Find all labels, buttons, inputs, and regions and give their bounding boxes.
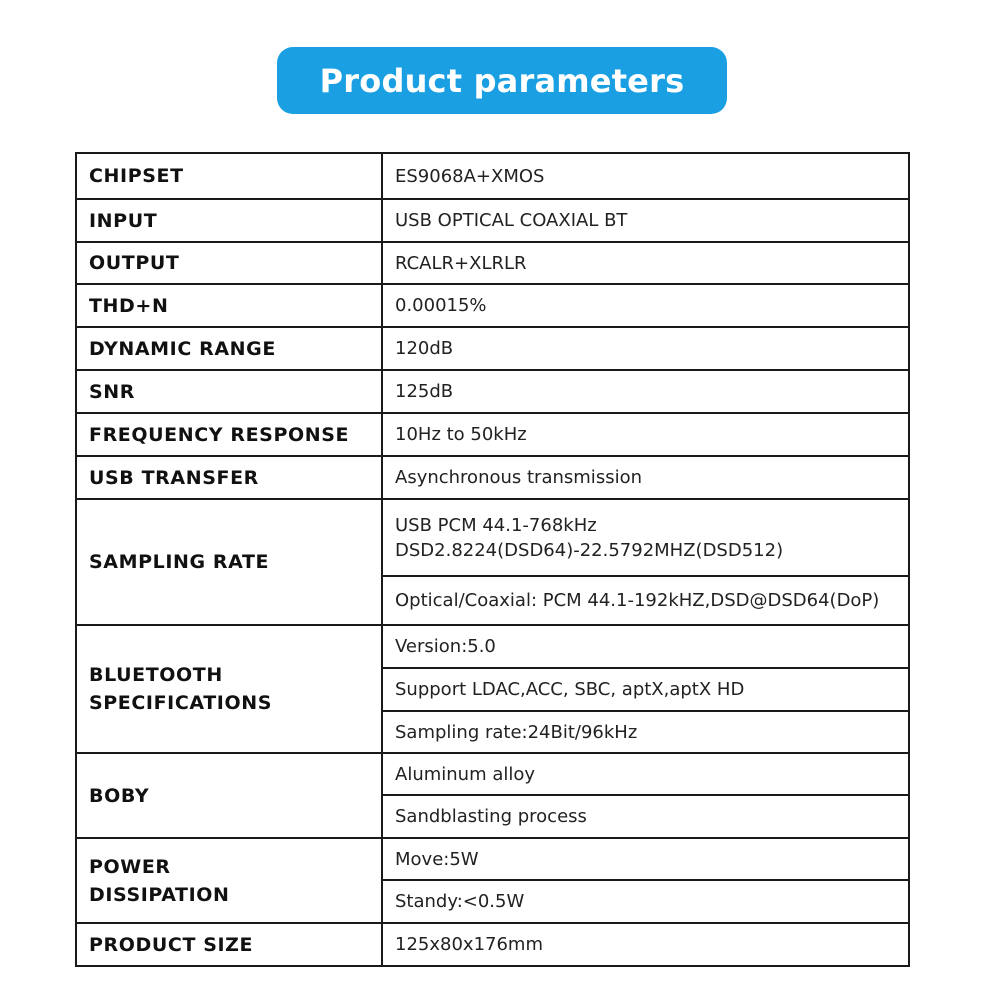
table-row (76, 153, 909, 199)
row-value-line: DSD2.8224(DSD64)-22.5792MHZ(DSD512) (395, 539, 784, 561)
row-value: USB OPTICAL COAXIAL BT (382, 199, 909, 242)
row-label-line: BLUETOOTH (89, 664, 223, 686)
row-value: Aluminum alloy (382, 753, 909, 795)
row-value: 125x80x176mm (382, 923, 909, 966)
row-label (76, 838, 382, 923)
row-value: Standy:<0.5W (382, 880, 909, 923)
row-value: 10Hz to 50kHz (382, 413, 909, 456)
table-row (76, 625, 909, 668)
row-label: DYNAMIC RANGE (76, 327, 382, 370)
row-label-line: DISSIPATION (89, 883, 230, 906)
table-row (76, 199, 909, 242)
row-value: ES9068A+XMOS (382, 153, 909, 199)
row-value-line: USB PCM 44.1-768kHz (395, 514, 597, 536)
row-value: 120dB (382, 327, 909, 370)
row-value: RCALR+XLRLR (382, 242, 909, 284)
row-label: OUTPUT (76, 242, 382, 284)
row-value: Support LDAC,ACC, SBC, aptX,aptX HD (382, 668, 909, 711)
row-value: Asynchronous transmission (382, 456, 909, 499)
row-value: Version:5.0 (382, 625, 909, 668)
table-row (76, 838, 909, 880)
row-label: INPUT (76, 199, 382, 242)
row-label: SAMPLING RATE (76, 499, 382, 625)
row-label: PRODUCT SIZE (76, 923, 382, 966)
table-row (76, 242, 909, 284)
table-row (76, 923, 909, 966)
table-row (76, 456, 909, 499)
row-value: 125dB (382, 370, 909, 413)
table-row (76, 327, 909, 370)
row-value: Optical/Coaxial: PCM 44.1-192kHZ,DSD@DSD64(DoP) (382, 576, 909, 625)
table-row (76, 284, 909, 327)
row-label: USB TRANSFER (76, 456, 382, 499)
row-value (382, 499, 909, 576)
row-label-line: POWER (89, 855, 171, 878)
row-value: 0.00015% (382, 284, 909, 327)
page-title: Product parameters (277, 47, 727, 114)
row-value: Move:5W (382, 838, 909, 880)
spec-table (75, 152, 910, 967)
table-row (76, 499, 909, 576)
row-label-line: SPECIFICATIONS (89, 692, 272, 714)
row-label: BOBY (76, 753, 382, 838)
table-row (76, 370, 909, 413)
row-label: FREQUENCY RESPONSE (76, 413, 382, 456)
row-value: Sampling rate:24Bit/96kHz (382, 711, 909, 753)
table-row (76, 413, 909, 456)
row-label: THD+N (76, 284, 382, 327)
row-value: Sandblasting process (382, 795, 909, 838)
table-row (76, 753, 909, 795)
row-label: SNR (76, 370, 382, 413)
row-label: CHIPSET (76, 153, 382, 199)
row-label (76, 625, 382, 753)
